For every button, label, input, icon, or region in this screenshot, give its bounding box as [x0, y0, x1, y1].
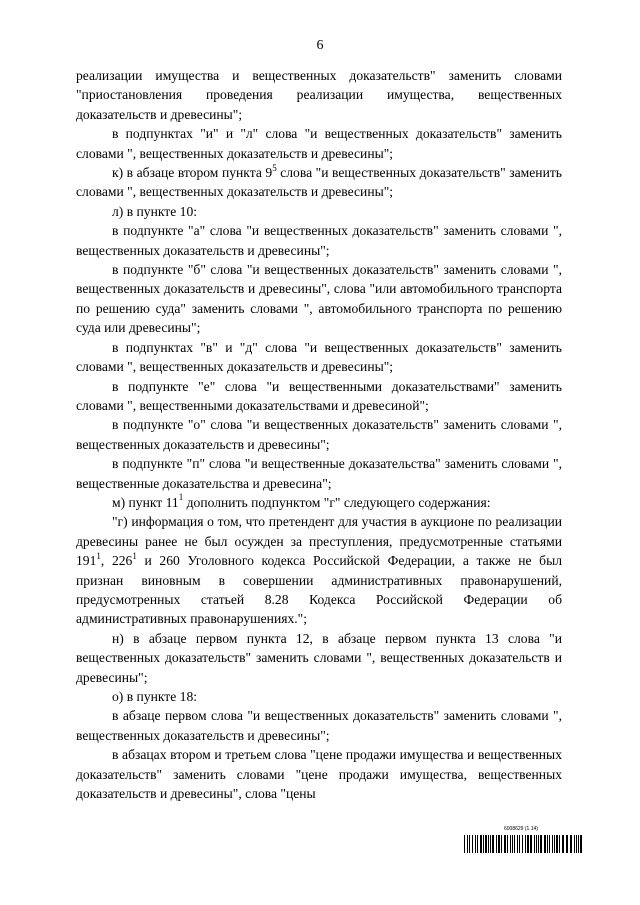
paragraph-text: в подпункте "е" слова "и вещественными доказательствами" заменить словами ", вещественными доказательствами и древесиной";: [76, 378, 562, 413]
paragraph-text: реализации имущества и вещественных доказательств" заменить словами "приостановления проведения реализации имущества, вещественных доказательств и древесины";: [76, 68, 562, 122]
superscript: 5: [272, 162, 277, 173]
paragraph: [76, 377, 562, 416]
barcode-image: [464, 835, 586, 853]
paragraph-text: , 226: [100, 553, 133, 569]
paragraph-text: в подпункте "а" слова "и вещественных доказательств" заменить словами ", вещественных доказательств и древесины";: [76, 223, 562, 258]
paragraph-text: в подпункте "о" слова "и вещественных доказательств" заменить словами ", вещественных доказательств и древесины";: [76, 417, 562, 452]
paragraph-text: к) в абзаце втором пункта 9: [112, 165, 273, 181]
paragraph-text: о) в пункте 18:: [112, 689, 198, 704]
paragraph-text: в подпунктах "и" и "л" слова "и вещественных доказательств" заменить словами ", вещественных доказательств и древесины";: [76, 126, 562, 161]
paragraph: [76, 124, 562, 163]
paragraph-text: м) пункт 11: [112, 494, 179, 510]
paragraph-text: в абзаце первом слова "и вещественных доказательств" заменить словами ", вещественных доказательств и древесины";: [76, 708, 562, 743]
paragraph: [76, 415, 562, 454]
paragraph: [76, 338, 562, 377]
paragraph-text: в подпункте "б" слова "и вещественных доказательств" заменить словами ", вещественных доказательств и древесины", слова "или автомобильного транспорта по решению суда" заменить словами ", автомобильного транспорта по решению суда или древесины";: [76, 262, 562, 336]
barcode-caption: 6008629 (1.14): [504, 826, 538, 832]
paragraph-text: слова "и вещественных доказательств" заменить словами ", вещественных доказательств и древесины";: [76, 165, 562, 200]
superscript: 1: [178, 492, 184, 503]
paragraph-text: н) в абзаце первом пункта 12, в абзаце первом пункта 13 слова "и вещественных доказательств" заменить словами ", вещественных доказательств и древесины";: [76, 630, 562, 685]
document-body: [76, 66, 562, 803]
paragraph: [76, 687, 562, 706]
paragraph-text: в абзацах втором и третьем слова "цене продажи имущества и вещественных доказательств" заменить словами "цене продажи имущества, вещественных доказательств и древесины", слова "цены: [76, 747, 562, 802]
page-number: 6: [316, 38, 324, 53]
paragraph: [76, 706, 562, 745]
paragraph: [76, 454, 562, 493]
paragraph-text: в подпункте "п" слова "и вещественные доказательства" заменить словами ", вещественные доказательства и древесина";: [76, 456, 562, 491]
paragraph: [76, 745, 562, 803]
paragraph: [76, 202, 562, 221]
superscript: 1: [132, 550, 137, 561]
paragraph: [76, 260, 562, 338]
superscript: 1: [96, 550, 101, 561]
paragraph: [76, 221, 562, 260]
paragraph-text: л) в пункте 10:: [112, 203, 198, 219]
paragraph-text: "г) информация о том, что претендент для участия в аукционе по реализации древесины ранее не был осужден за преступления, предусмотренные статьями 191: [76, 514, 562, 569]
paragraph: [76, 493, 562, 512]
paragraph-text: и 260 Уголовного кодекса Российской Федерации, а также не был признан виновным в совершении административных правонарушений, предусмотренных статьей 8.28 Кодекса Российской Федерации об административных правонарушениях.";: [76, 553, 563, 627]
paragraph: [76, 66, 562, 124]
paragraph: [76, 629, 562, 687]
paragraph: [76, 163, 562, 202]
paragraph: [76, 512, 562, 628]
paragraph-text: в подпунктах "в" и "д" слова "и вещественных доказательств" заменить словами ", вещественных доказательств и древесины";: [76, 339, 562, 375]
paragraph-text: дополнить подпунктом "г" следующего содержания:: [183, 494, 491, 510]
